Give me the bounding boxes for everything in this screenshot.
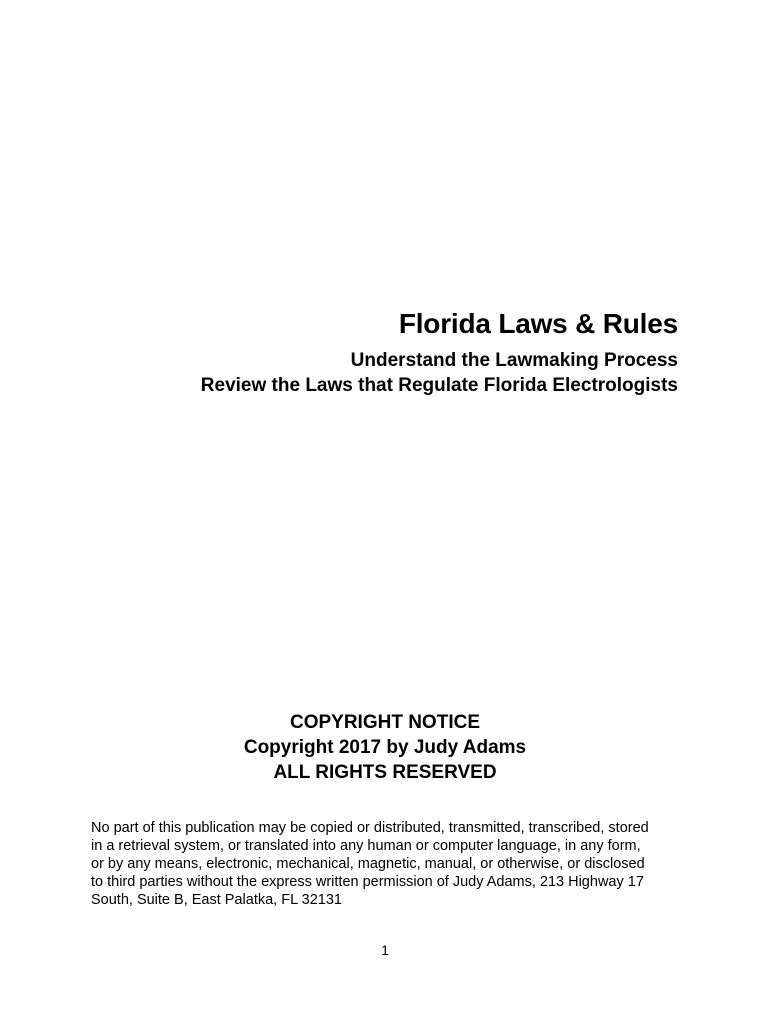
notice-line: South, Suite B, East Palatka, FL 32131 xyxy=(91,892,342,908)
copyright-notice-paragraph xyxy=(91,819,691,909)
document-title: Florida Laws & Rules xyxy=(398,308,678,339)
page-number: 1 xyxy=(381,942,389,958)
copyright-heading: COPYRIGHT NOTICE xyxy=(289,712,480,733)
notice-line: in a retrieval system, or translated into any human or computer language, in any form, xyxy=(91,838,641,854)
rights-reserved: ALL RIGHTS RESERVED xyxy=(273,762,497,783)
document-subtitle-laws: Review the Laws that Regulate Florida Electrologists xyxy=(200,375,678,396)
document-subtitle-process: Understand the Lawmaking Process xyxy=(350,350,678,371)
copyright-block xyxy=(0,710,770,785)
copyright-line: Copyright 2017 by Judy Adams xyxy=(243,737,527,758)
title-block xyxy=(201,306,678,398)
notice-line: or by any means, electronic, mechanical, magnetic, manual, or otherwise, or disclosed xyxy=(91,856,645,872)
notice-line: to third parties without the express written permission of Judy Adams, 213 Highway 17 xyxy=(91,874,644,890)
notice-line: No part of this publication may be copied or distributed, transmitted, transcribed, stored xyxy=(91,820,649,836)
